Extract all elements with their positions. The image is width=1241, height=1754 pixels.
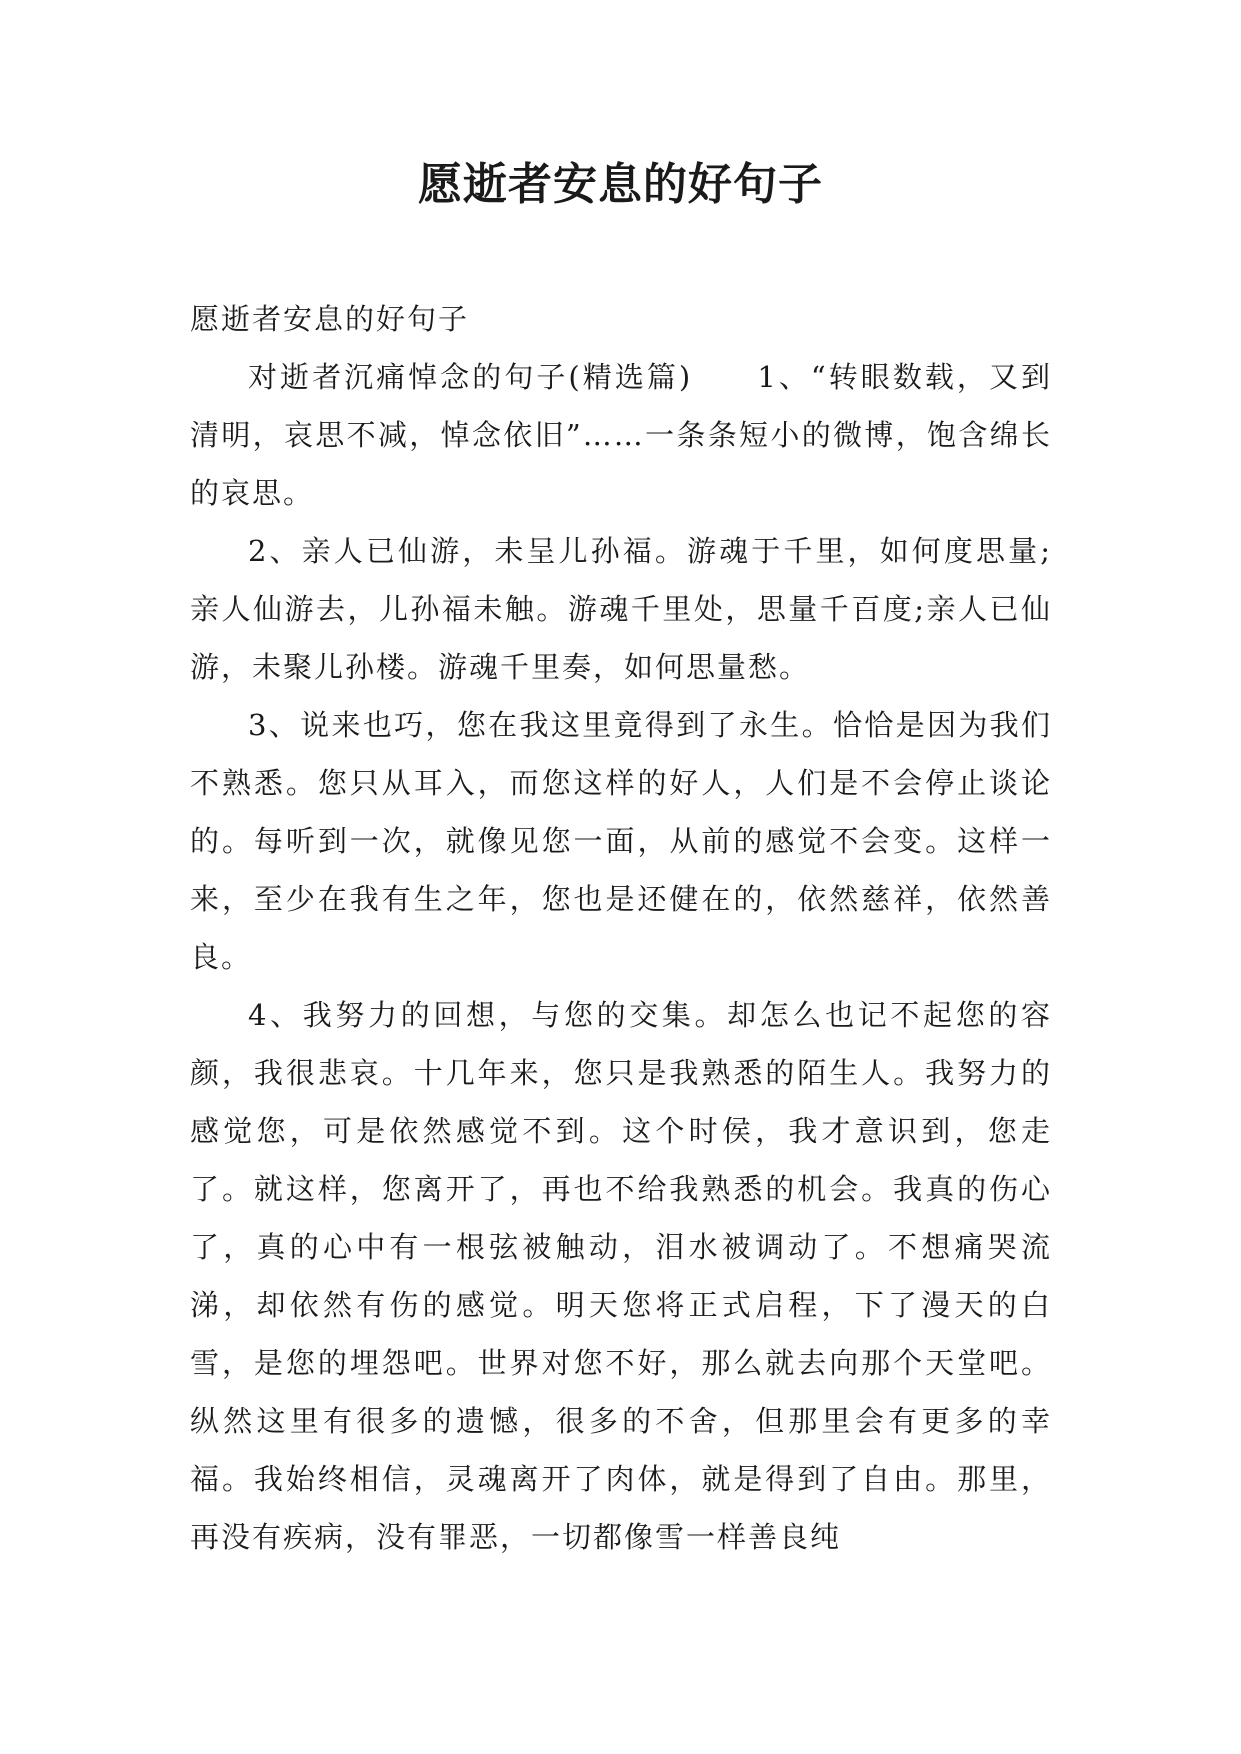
- document-title: 愿逝者安息的好句子: [418, 159, 823, 210]
- document-subtitle: 愿逝者安息的好句子: [190, 302, 470, 336]
- paragraph-4: 4、我努力的回想，与您的交集。却怎么也记不起您的容颜，我很悲哀。十几年来，您只是我熟悉的陌生人。我努力的感觉您，可是依然感觉不到。这个时侯，我才意识到，您走了。就这样，您离开了，再也不给我熟悉的机会。我真的伤心了，真的心中有一根弦被触动，泪水被调动了。不想痛哭流涕，却依然有伤的感觉。明天您将正式启程，下了漫天的白雪，是您的埋怨吧。世界对您不好，那么就去向那个天堂吧。纵然这里有很多的遗憾，很多的不舍，但那里会有更多的幸福。我始终相信，灵魂离开了肉体，就是得到了自由。那里，再没有疾病，没有罪恶，一切都像雪一样善良纯: [190, 998, 1052, 1554]
- paragraph-2: 2、亲人已仙游，未呈儿孙福。游魂于千里，如何度思量;亲人仙游去，儿孙福未触。游魂千里处，思量千百度;亲人已仙游，未聚儿孙楼。游魂千里奏，如何思量愁。: [190, 534, 1052, 684]
- paragraph-3: 3、说来也巧，您在我这里竟得到了永生。恰恰是因为我们不熟悉。您只从耳入，而您这样的好人，人们是不会停止谈论的。每听到一次，就像见您一面，从前的感觉不会变。这样一来，至少在我有生之年，您也是还健在的，依然慈祥，依然善良。: [190, 708, 1052, 974]
- paragraph-intro: 对逝者沉痛悼念的句子(精选篇) 1、“转眼数载，又到清明，哀思不减，悼念依旧”……一条条短小的微博，饱含绵长的哀思。: [190, 360, 1052, 510]
- document-body: [190, 290, 1052, 1566]
